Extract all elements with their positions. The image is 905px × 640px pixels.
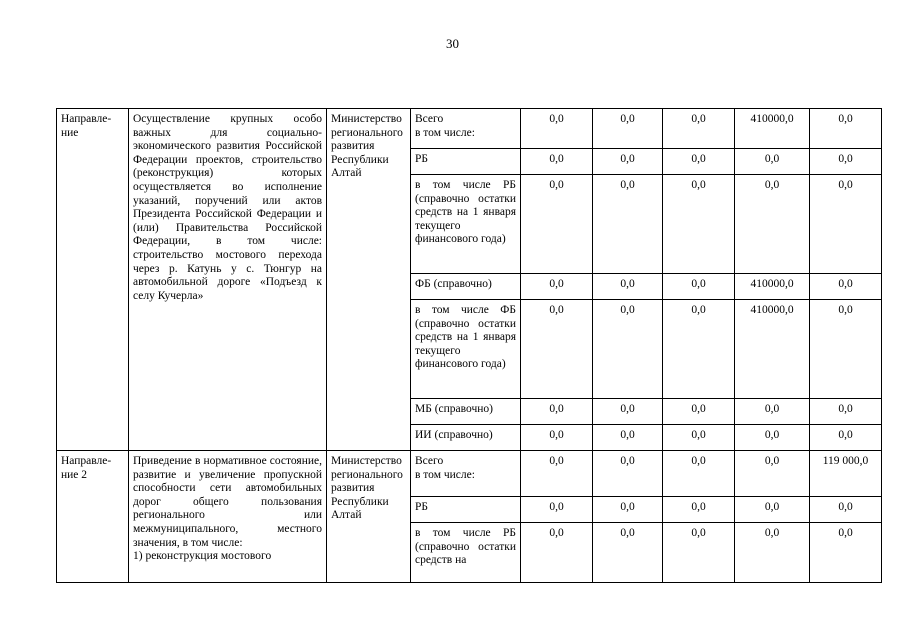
value-cell: 0,0 (593, 451, 663, 497)
value-cell: 0,0 (521, 300, 593, 399)
table-row (57, 451, 882, 497)
value-cell: 0,0 (593, 300, 663, 399)
value-cell: 0,0 (521, 175, 593, 274)
value-cell: 0,0 (663, 300, 735, 399)
value-cell: 0,0 (810, 399, 882, 425)
table-row (57, 109, 882, 149)
value-cell: 0,0 (593, 274, 663, 300)
responsible-cell: Министерство регионального развития Республики Алтай (327, 109, 411, 451)
value-cell: 410000,0 (735, 109, 810, 149)
value-cell: 410000,0 (735, 300, 810, 399)
value-cell: 0,0 (663, 109, 735, 149)
value-cell: 0,0 (521, 523, 593, 583)
value-cell: 0,0 (810, 274, 882, 300)
value-cell: 0,0 (521, 451, 593, 497)
value-cell: 0,0 (521, 274, 593, 300)
value-cell: 0,0 (521, 425, 593, 451)
value-cell: 0,0 (663, 497, 735, 523)
value-cell: 0,0 (735, 425, 810, 451)
value-cell: 0,0 (735, 523, 810, 583)
direction-label: Направле- ние (61, 113, 112, 139)
value-cell: 410000,0 (735, 274, 810, 300)
page-number: 30 (446, 36, 459, 51)
value-cell: 0,0 (810, 149, 882, 175)
value-cell: 0,0 (663, 523, 735, 583)
value-cell: 0,0 (593, 425, 663, 451)
source-label: Всего в том числе: (411, 451, 521, 497)
value-cell: 0,0 (593, 497, 663, 523)
value-cell: 0,0 (663, 399, 735, 425)
value-cell: 0,0 (663, 149, 735, 175)
direction-cell (57, 451, 129, 583)
responsible-cell: Министерство регионального развития Республики Алтай (327, 451, 411, 583)
budget-table (56, 108, 882, 583)
value-cell: 0,0 (735, 399, 810, 425)
value-cell: 0,0 (810, 300, 882, 399)
source-label: ФБ (справочно) (411, 274, 521, 300)
direction-label: Направле- ние 2 (61, 455, 112, 481)
source-label: ИИ (справочно) (411, 425, 521, 451)
value-cell: 0,0 (663, 451, 735, 497)
value-cell: 0,0 (593, 149, 663, 175)
value-cell: 0,0 (521, 149, 593, 175)
value-cell: 0,0 (810, 109, 882, 149)
value-cell: 0,0 (663, 425, 735, 451)
source-label: в том числе ФБ (справочно остатки средств на 1 января текущего финансового года) (411, 300, 521, 399)
value-cell: 0,0 (521, 399, 593, 425)
description-cell: Осуществление крупных особо важных для социально-экономического развития Российской Федерации проектов, строительство (реконструкция) которых осуществляется во исполнение указаний, поручений или актов Президента Российской Федерации и (или) Правительства Российской Федерации, в том числе: строительство мостового перехода через р. Катунь у с. Тюнгур на автомобильной дороге «Подъезд к селу Кучерла» (129, 109, 327, 451)
value-cell: 0,0 (593, 109, 663, 149)
value-cell: 0,0 (810, 523, 882, 583)
source-label: МБ (справочно) (411, 399, 521, 425)
source-label: в том числе РБ (справочно остатки средств на (411, 523, 521, 583)
value-cell: 0,0 (593, 523, 663, 583)
value-cell: 0,0 (810, 497, 882, 523)
value-cell: 0,0 (810, 175, 882, 274)
value-cell: 0,0 (735, 149, 810, 175)
value-cell: 0,0 (521, 109, 593, 149)
value-cell: 0,0 (735, 175, 810, 274)
value-cell: 0,0 (810, 425, 882, 451)
source-label: в том числе РБ (справочно остатки средств на 1 января текущего финансового года) (411, 175, 521, 274)
source-label: РБ (411, 149, 521, 175)
value-cell: 119 000,0 (810, 451, 882, 497)
source-label: Всего в том числе: (411, 109, 521, 149)
description-cell: Приведение в нормативное состояние, развитие и увеличение пропускной способности сети автомобильных дорог общего пользования регионального или межмуниципального, местного значения, в том числе: 1) реконструкция мостового (129, 451, 327, 583)
value-cell: 0,0 (593, 175, 663, 274)
source-label: РБ (411, 497, 521, 523)
value-cell: 0,0 (521, 497, 593, 523)
value-cell: 0,0 (663, 175, 735, 274)
value-cell: 0,0 (593, 399, 663, 425)
value-cell: 0,0 (663, 274, 735, 300)
value-cell: 0,0 (735, 451, 810, 497)
value-cell: 0,0 (735, 497, 810, 523)
direction-cell (57, 109, 129, 451)
